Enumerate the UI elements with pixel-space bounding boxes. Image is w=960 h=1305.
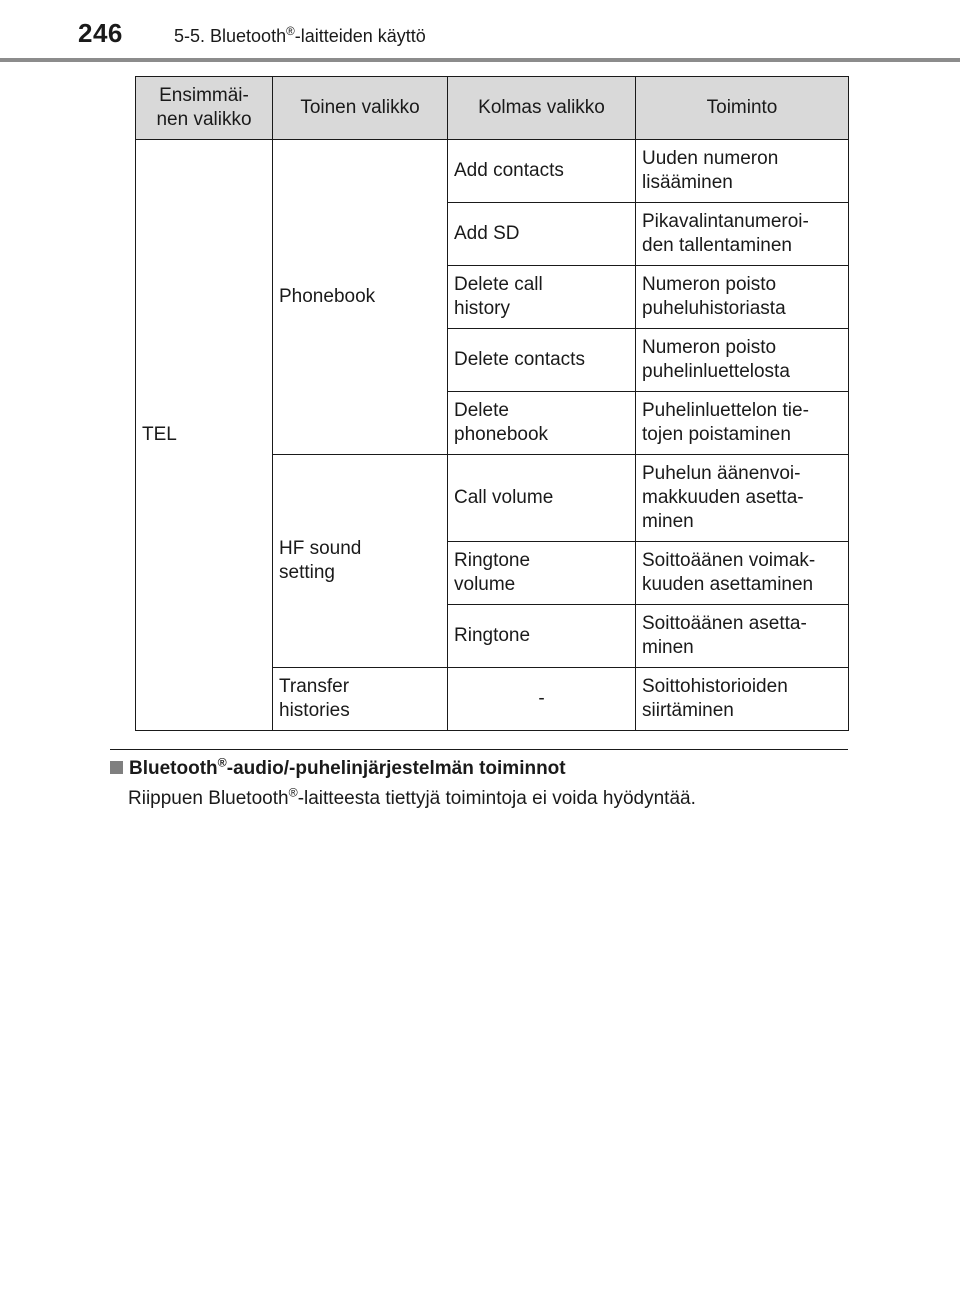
- third-menu-cell: -: [448, 668, 636, 731]
- note-heading-suffix: -audio/-puhelinjärjestelmän toiminnot: [226, 758, 566, 779]
- section-title: [174, 26, 426, 47]
- note-heading: [110, 755, 566, 780]
- function-cell: Pikavalintanumeroi- den tallentaminen: [636, 203, 849, 266]
- table-header-row: [136, 77, 849, 140]
- function-cell: Numeron poisto puhelinluettelosta: [636, 329, 849, 392]
- first-menu-cell: TEL: [136, 140, 273, 731]
- registered-mark: ®: [288, 785, 298, 800]
- third-menu-cell: Add contacts: [448, 140, 636, 203]
- third-menu-cell: Call volume: [448, 455, 636, 542]
- section-divider: [110, 749, 848, 750]
- page-header: [0, 0, 960, 60]
- third-menu-cell: Delete call history: [448, 266, 636, 329]
- second-menu-cell: HF sound setting: [273, 455, 448, 668]
- header-first-menu: Ensimmäi- nen valikko: [136, 77, 273, 140]
- section-title-prefix: 5-5. Bluetooth: [174, 26, 287, 46]
- page-number: 246: [78, 18, 123, 48]
- table-row: [136, 140, 849, 203]
- third-menu-cell: Ringtone: [448, 605, 636, 668]
- menu-table: [135, 76, 849, 731]
- section-title-suffix: -laitteiden käyttö: [294, 26, 426, 46]
- registered-mark: ®: [217, 755, 227, 770]
- note-heading-prefix: Bluetooth: [129, 758, 218, 779]
- function-cell: Numeron poisto puheluhistoriasta: [636, 266, 849, 329]
- header-rule: [0, 58, 960, 62]
- header-function: Toiminto: [636, 77, 849, 140]
- function-cell: Soittoäänen voimak- kuuden asettaminen: [636, 542, 849, 605]
- note-body-suffix: -laitteesta tiettyjä toimintoja ei voida hyödyntää.: [297, 788, 696, 809]
- third-menu-cell: Delete contacts: [448, 329, 636, 392]
- function-cell: Puhelinluettelon tie- tojen poistaminen: [636, 392, 849, 455]
- third-menu-cell: Add SD: [448, 203, 636, 266]
- third-menu-cell: Ringtone volume: [448, 542, 636, 605]
- third-menu-cell: Delete phonebook: [448, 392, 636, 455]
- registered-mark: ®: [286, 25, 295, 38]
- function-cell: Uuden numeron lisääminen: [636, 140, 849, 203]
- function-cell: Soittoäänen asetta- minen: [636, 605, 849, 668]
- header-third-menu: Kolmas valikko: [448, 77, 636, 140]
- square-bullet-icon: [110, 761, 123, 774]
- second-menu-cell: Phonebook: [273, 140, 448, 455]
- second-menu-cell: Transfer histories: [273, 668, 448, 731]
- header-second-menu: Toinen valikko: [273, 77, 448, 140]
- function-cell: Puhelun äänenvoi- makkuuden asetta- minen: [636, 455, 849, 542]
- note-body: [128, 785, 696, 810]
- note-body-prefix: Riippuen Bluetooth: [128, 788, 289, 809]
- function-cell: Soittohistorioiden siirtäminen: [636, 668, 849, 731]
